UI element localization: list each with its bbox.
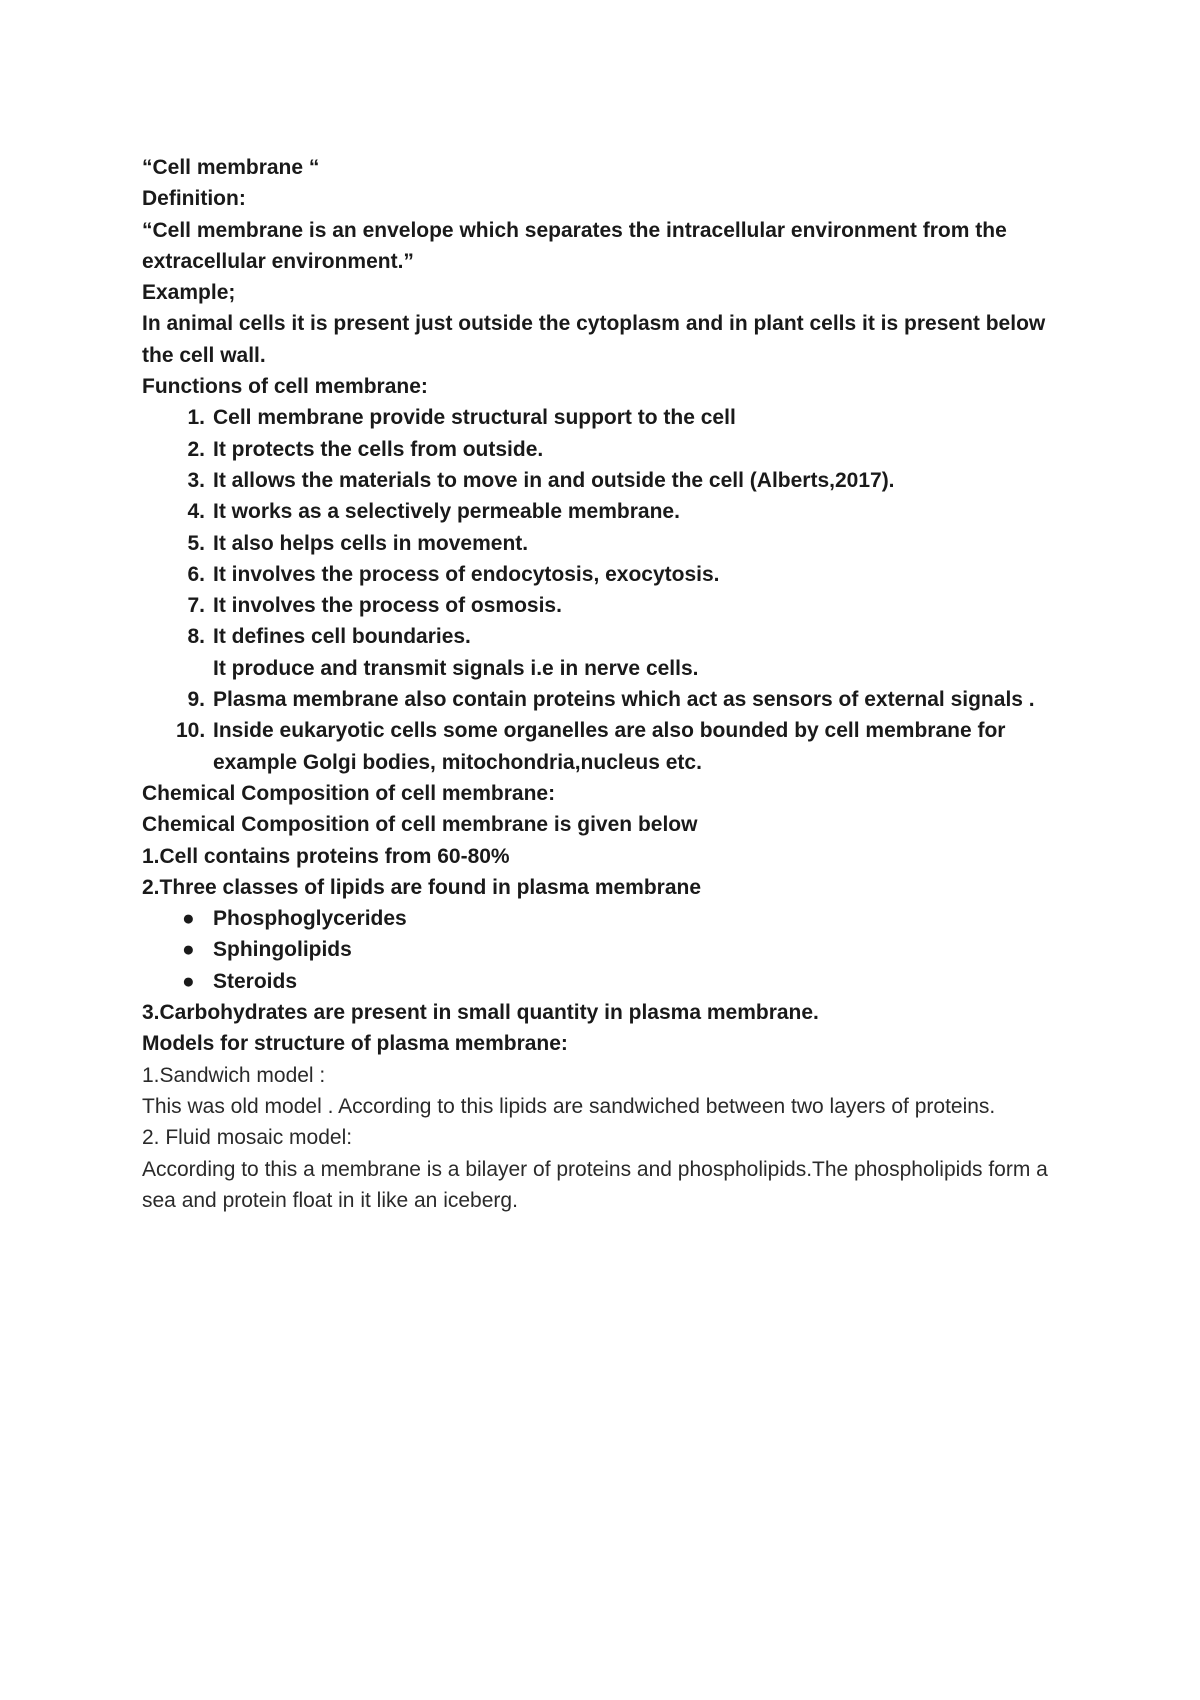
list-item-text: It involves the process of endocytosis, exocytosis. bbox=[213, 562, 720, 586]
model-1-title: 1.Sandwich model : bbox=[142, 1063, 326, 1087]
list-item-text: It works as a selectively permeable membrane. bbox=[213, 500, 680, 524]
list-item bbox=[142, 496, 1082, 527]
list-item bbox=[142, 684, 1082, 715]
chem-heading: Chemical Composition of cell membrane: bbox=[142, 781, 556, 805]
list-item-text: It also helps cells in movement. bbox=[213, 531, 529, 555]
list-number: 8. bbox=[187, 625, 205, 649]
list-item-text: Plasma membrane also contain proteins which act as sensors of external signals . bbox=[213, 688, 1035, 712]
list-item-text: It defines cell boundaries. bbox=[213, 625, 471, 649]
list-item-text: Inside eukaryotic cells some organelles are also bounded by cell membrane for example Golgi bodies, mitochondria,nucleus etc. bbox=[213, 719, 1006, 774]
list-item bbox=[142, 528, 1082, 559]
bullet-icon: ● bbox=[182, 907, 195, 931]
list-item-text: Cell membrane provide structural support to the cell bbox=[213, 406, 736, 430]
document-title: “Cell membrane “ bbox=[142, 156, 320, 179]
list-item-text: Sphingolipids bbox=[213, 938, 352, 962]
model-2-text: According to this a membrane is a bilayer of proteins and phospholipids.The phospholipids form a sea and protein float in it like an iceberg. bbox=[142, 1157, 1048, 1212]
functions-heading: Functions of cell membrane: bbox=[142, 375, 428, 399]
functions-list bbox=[142, 402, 1082, 778]
list-item bbox=[142, 559, 1082, 590]
list-number: 5. bbox=[187, 531, 205, 555]
lipids-list bbox=[142, 903, 1082, 997]
definition-heading: Definition: bbox=[142, 187, 246, 211]
list-number: 3. bbox=[187, 468, 205, 492]
bullet-icon: ● bbox=[182, 969, 195, 993]
list-item-text: It involves the process of osmosis. bbox=[213, 594, 562, 618]
chem-point-3: 3.Carbohydrates are present in small quantity in plasma membrane. bbox=[142, 1001, 819, 1025]
document-page bbox=[142, 152, 1082, 1216]
list-item bbox=[142, 465, 1082, 496]
model-2-title: 2. Fluid mosaic model: bbox=[142, 1126, 353, 1150]
chem-intro: Chemical Composition of cell membrane is given below bbox=[142, 813, 698, 837]
example-heading: Example; bbox=[142, 281, 236, 305]
list-number: 10. bbox=[176, 719, 206, 743]
chem-point-1: 1.Cell contains proteins from 60-80% bbox=[142, 844, 510, 868]
list-item-text: It protects the cells from outside. bbox=[213, 437, 544, 461]
example-text: In animal cells it is present just outside the cytoplasm and in plant cells it is present below the cell wall. bbox=[142, 312, 1046, 367]
models-heading: Models for structure of plasma membrane: bbox=[142, 1032, 568, 1056]
list-number: 6. bbox=[187, 562, 205, 586]
list-item-text: Steroids bbox=[213, 969, 298, 993]
list-item bbox=[142, 966, 1082, 997]
list-item bbox=[142, 934, 1082, 965]
list-number: 7. bbox=[187, 594, 205, 618]
list-item-continuation bbox=[142, 653, 1082, 684]
list-item bbox=[142, 621, 1082, 652]
list-item bbox=[142, 434, 1082, 465]
list-number: 4. bbox=[187, 500, 205, 524]
list-item-text: Phosphoglycerides bbox=[213, 907, 407, 931]
list-item bbox=[142, 903, 1082, 934]
chem-point-2: 2.Three classes of lipids are found in plasma membrane bbox=[142, 875, 702, 899]
list-item bbox=[142, 402, 1082, 433]
bullet-icon: ● bbox=[182, 938, 195, 962]
model-1-text: This was old model . According to this lipids are sandwiched between two layers of proteins. bbox=[142, 1094, 996, 1118]
definition-text: “Cell membrane is an envelope which separates the intracellular environment from the extracellular environment.” bbox=[142, 218, 1007, 273]
list-number: 1. bbox=[187, 406, 205, 430]
list-item-text: It allows the materials to move in and outside the cell (Alberts,2017). bbox=[213, 468, 895, 492]
list-item bbox=[142, 715, 1082, 778]
list-item bbox=[142, 590, 1082, 621]
list-number: 2. bbox=[187, 437, 205, 461]
list-item-text: It produce and transmit signals i.e in nerve cells. bbox=[213, 656, 699, 680]
list-number: 9. bbox=[187, 688, 205, 712]
